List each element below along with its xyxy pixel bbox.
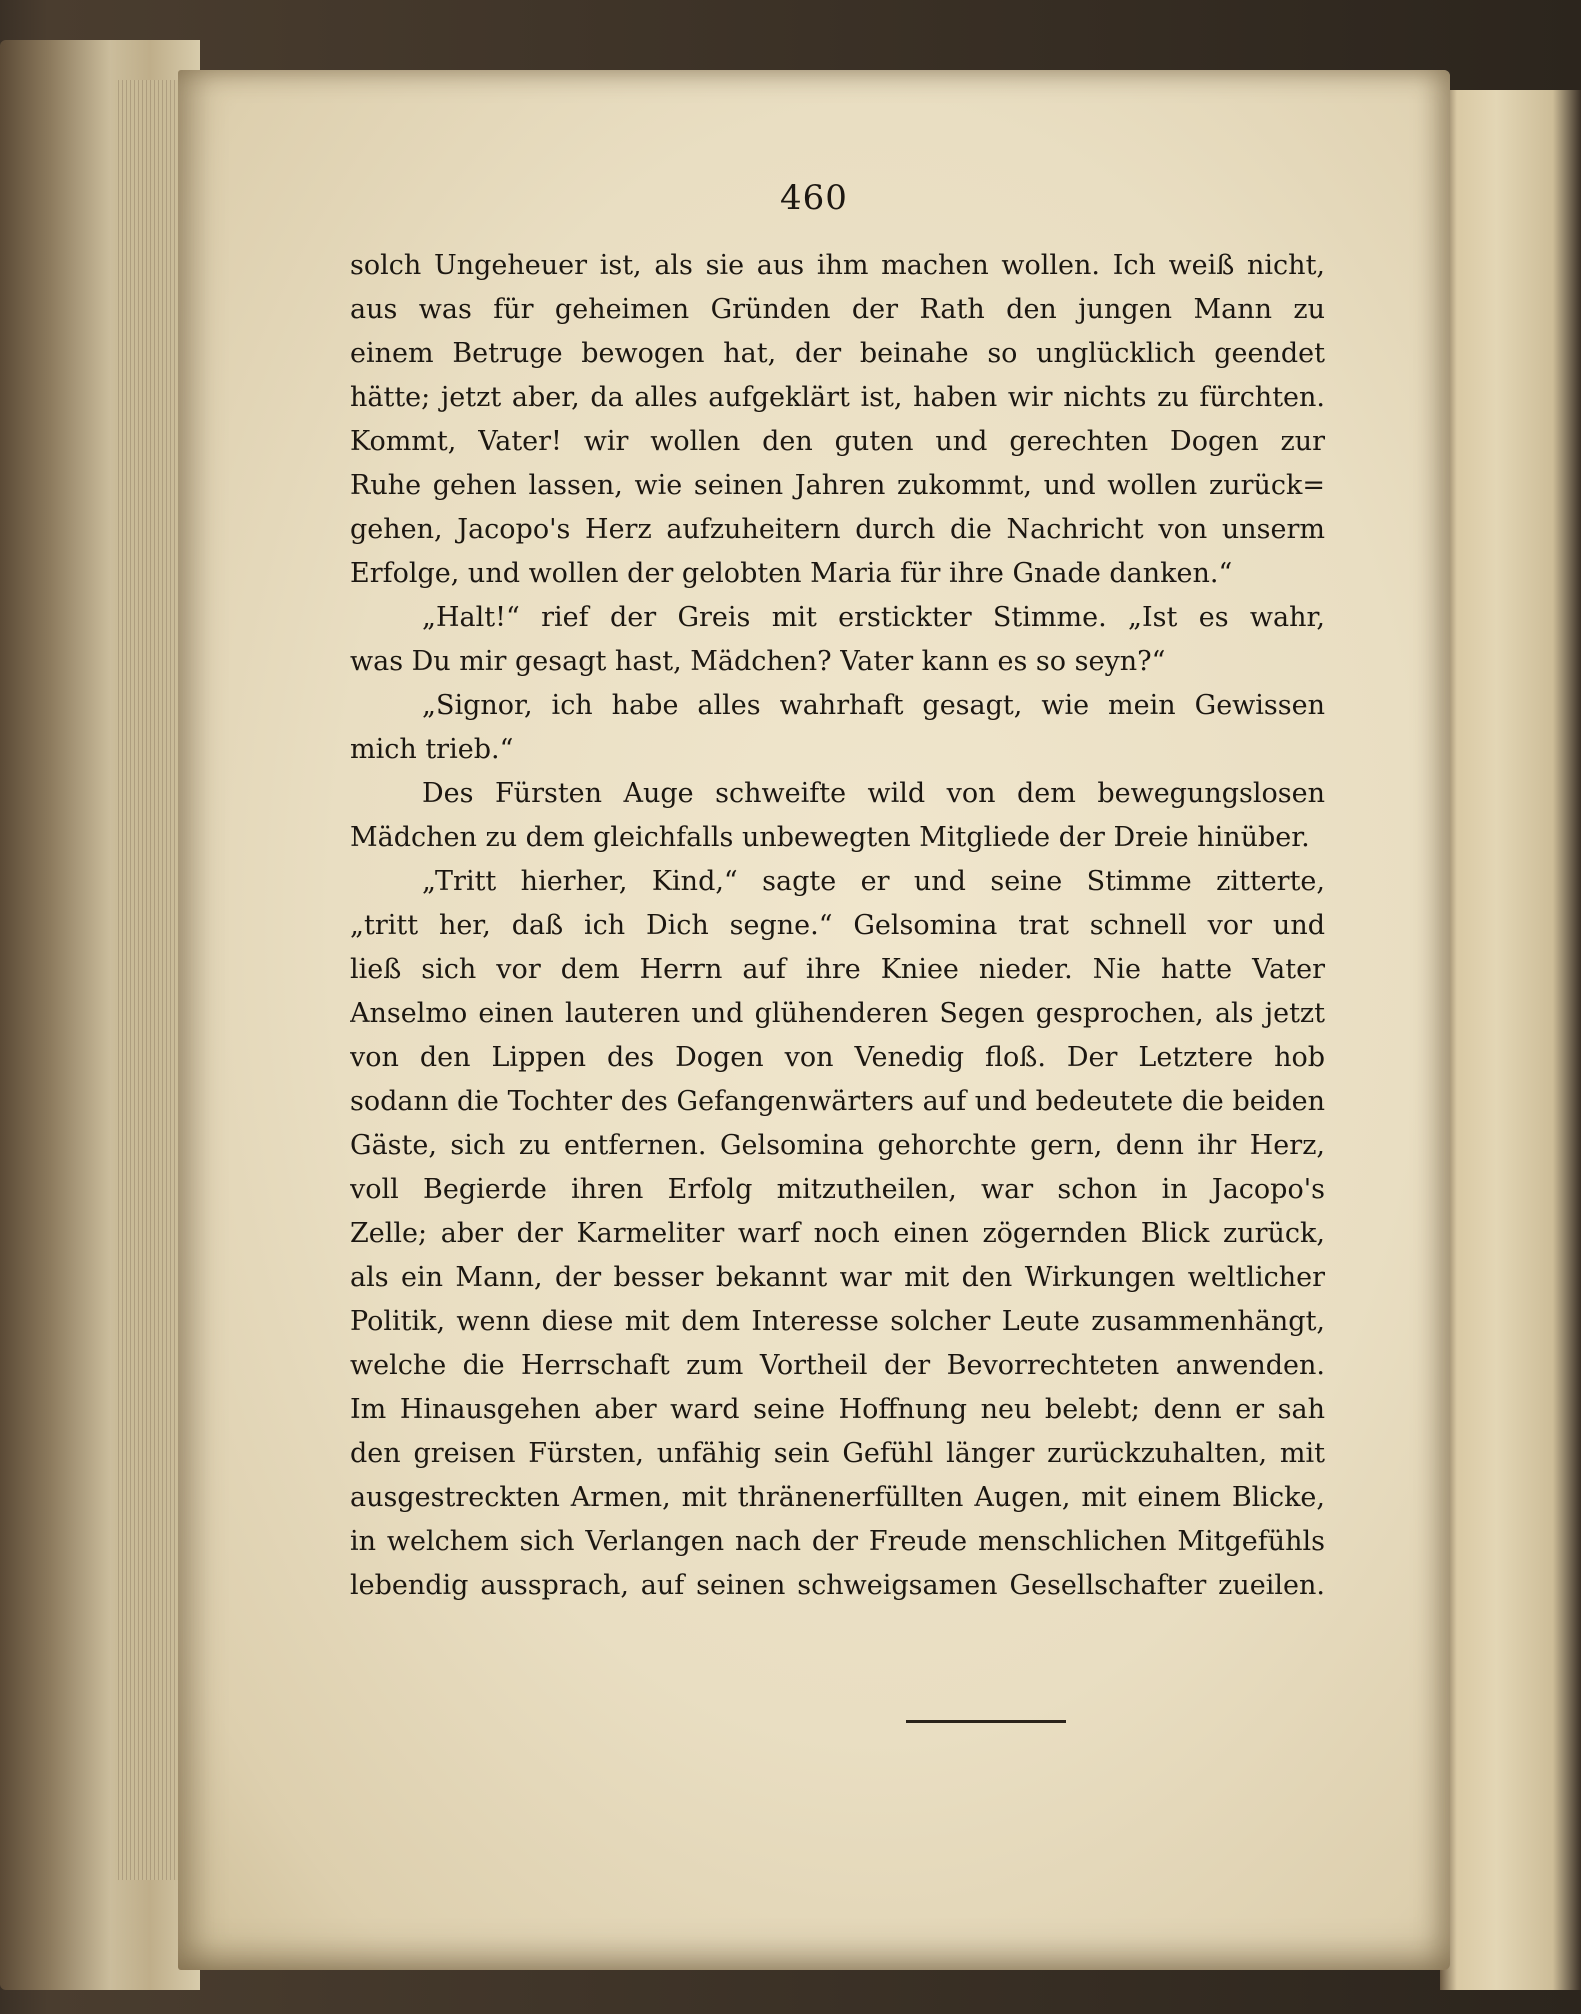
text-line: Erfolge, und wollen der gelobten Maria für ihre Gnade danken.“ <box>350 558 1233 589</box>
text-line: „Tritt hierher, Kind,“ sagte er und seine Stimme zitterte, <box>422 866 1325 897</box>
text-line: gehen, Jacopo's Herz aufzuheitern durch die Nachricht von unserm <box>350 514 1325 545</box>
text-line: ausgestreckten Armen, mit thränenerfüllten Augen, mit einem Blicke, <box>350 1482 1325 1513</box>
text-line: Im Hinausgehen aber ward seine Hoffnung neu belebt; denn er sah <box>350 1394 1325 1425</box>
text-line: als ein Mann, der besser bekannt war mit den Wirkungen weltlicher <box>350 1262 1325 1293</box>
text-line: was Du mir gesagt hast, Mädchen? Vater kann es so seyn?“ <box>350 646 1166 677</box>
text-line: Politik, wenn diese mit dem Interesse solcher Leute zusammenhängt, <box>350 1306 1325 1337</box>
text-line: aus was für geheimen Gründen der Rath den jungen Mann zu <box>350 294 1325 325</box>
text-line: Des Fürsten Auge schweifte wild von dem bewegungslosen <box>422 778 1325 809</box>
text-line: welche die Herrschaft zum Vortheil der Bevorrechteten anwenden. <box>350 1350 1325 1381</box>
page-text <box>350 244 1325 1608</box>
text-line: Gäste, sich zu entfernen. Gelsomina gehorchte gern, denn ihr Herz, <box>350 1130 1325 1161</box>
text-line: von den Lippen des Dogen von Venedig floß. Der Letztere hob <box>350 1042 1325 1073</box>
text-line: in welchem sich Verlangen nach der Freude menschlichen Mitgefühls <box>350 1526 1325 1557</box>
text-line: lebendig aussprach, auf seinen schweigsamen Gesellschafter zueilen. <box>350 1570 1325 1601</box>
text-line: Ruhe gehen lassen, wie seinen Jahren zukommt, und wollen zurück= <box>350 470 1325 501</box>
text-line: einem Betruge bewogen hat, der beinahe so unglücklich geendet <box>350 338 1325 369</box>
text-line: den greisen Fürsten, unfähig sein Gefühl länger zurückzuhalten, mit <box>350 1438 1325 1469</box>
page-number: 460 <box>780 178 848 218</box>
book-page <box>178 70 1450 1970</box>
text-line: mich trieb.“ <box>350 734 514 765</box>
text-line: „tritt her, daß ich Dich segne.“ Gelsomina trat schnell vor und <box>350 910 1325 941</box>
text-line: solch Ungeheuer ist, als sie aus ihm machen wollen. Ich weiß nicht, <box>350 250 1325 281</box>
text-line: Zelle; aber der Karmeliter warf noch einen zögernden Blick zurück, <box>350 1218 1325 1249</box>
text-line: Kommt, Vater! wir wollen den guten und gerechten Dogen zur <box>350 426 1325 457</box>
text-line: „Halt!“ rief der Greis mit erstickter Stimme. „Ist es wahr, <box>422 602 1325 633</box>
text-line: Mädchen zu dem gleichfalls unbewegten Mitgliede der Dreie hinüber. <box>350 822 1310 853</box>
text-line: hätte; jetzt aber, da alles aufgeklärt ist, haben wir nichts zu fürchten. <box>350 382 1325 413</box>
text-line: sodann die Tochter des Gefangenwärters auf und bedeutete die beiden <box>350 1086 1325 1117</box>
text-line: ließ sich vor dem Herrn auf ihre Kniee nieder. Nie hatte Vater <box>350 954 1325 985</box>
text-line: voll Begierde ihren Erfolg mitzutheilen, war schon in Jacopo's <box>350 1174 1325 1205</box>
page-edges <box>115 80 185 1880</box>
text-line: „Signor, ich habe alles wahrhaft gesagt, wie mein Gewissen <box>422 690 1325 721</box>
text-line: Anselmo einen lauteren und glühenderen Segen gesprochen, als jetzt <box>350 998 1325 1029</box>
facing-page-edge <box>1440 90 1581 1990</box>
end-rule <box>906 1720 1066 1723</box>
